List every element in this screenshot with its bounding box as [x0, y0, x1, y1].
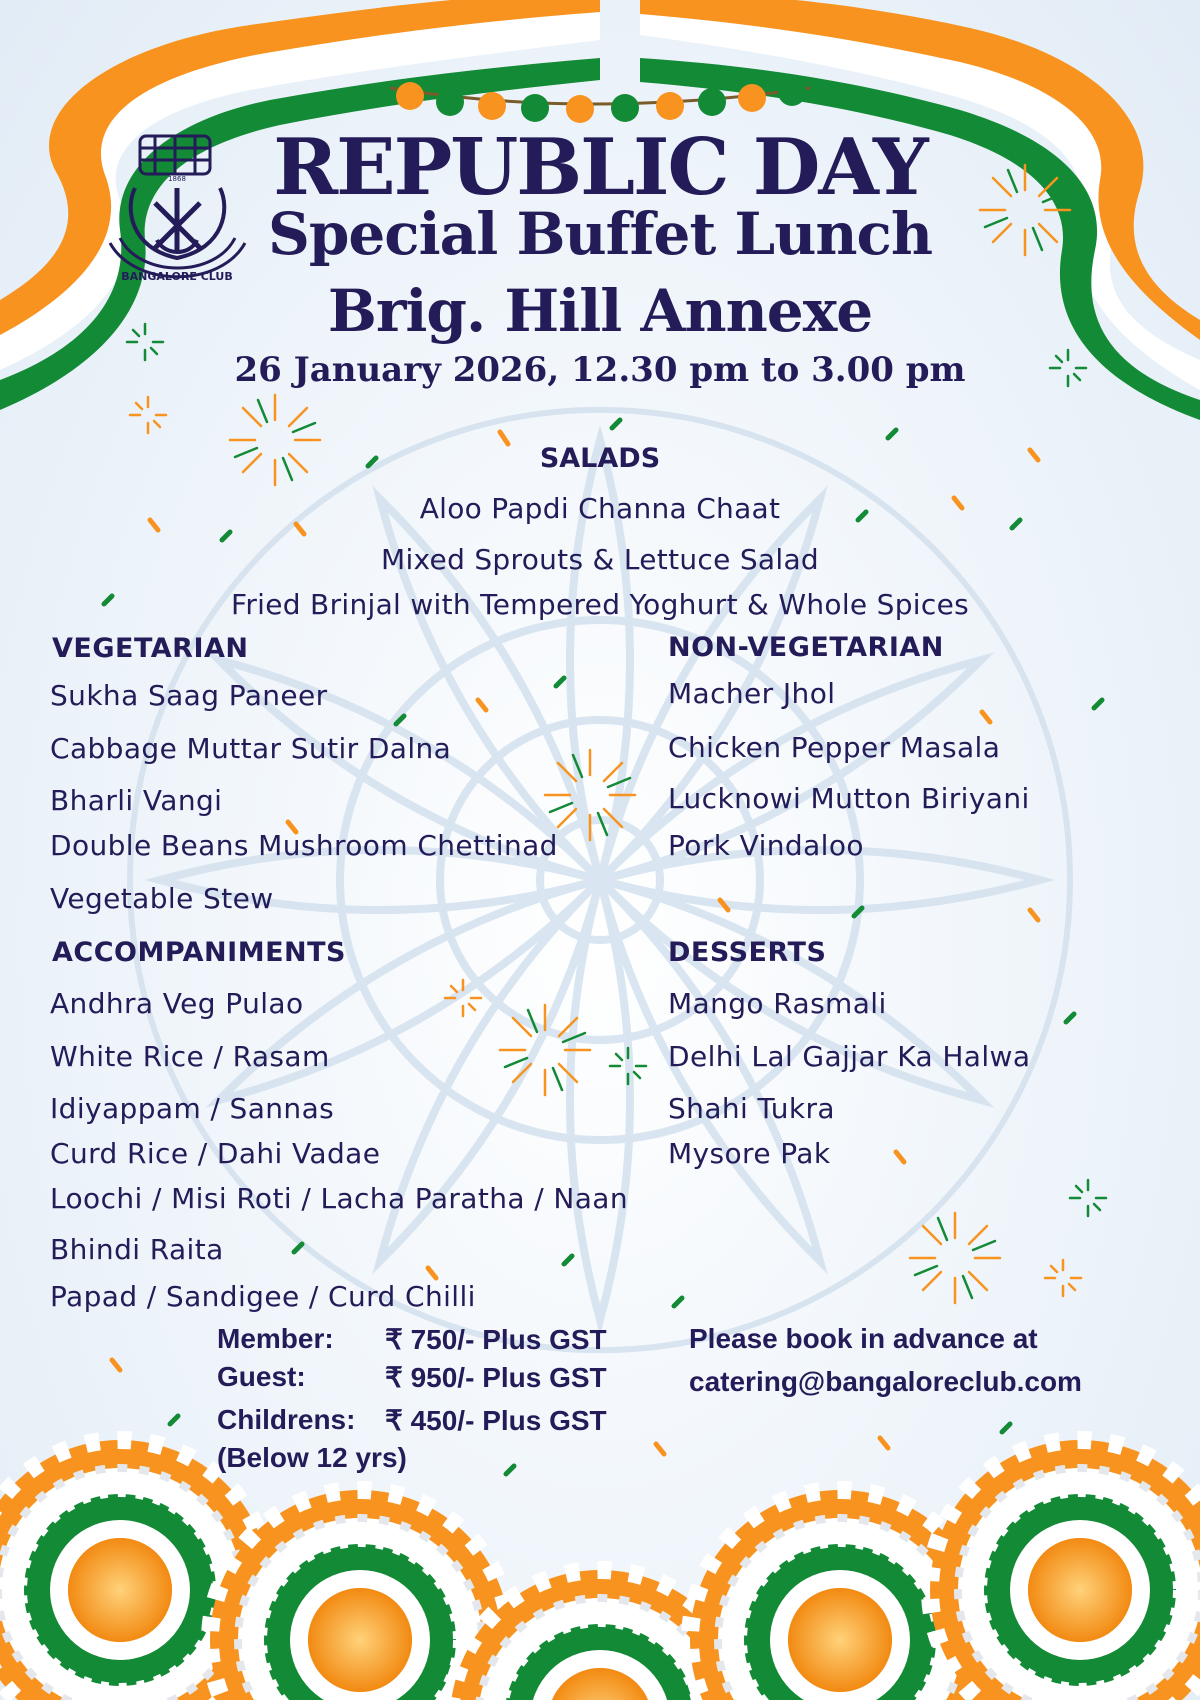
vegetarian-item: Vegetable Stew [50, 882, 274, 915]
salad-item: Fried Brinjal with Tempered Yoghurt & Whole Spices [231, 588, 969, 621]
booking-email-link[interactable]: catering@bangaloreclub.com [689, 1366, 1082, 1397]
non-vegetarian-item: Lucknowi Mutton Biriyani [668, 782, 1030, 815]
accompaniment-item: Loochi / Misi Roti / Lacha Paratha / Naan [50, 1182, 628, 1215]
booking-note: Please book in advance at [689, 1323, 1038, 1354]
non-vegetarian-heading: NON-VEGETARIAN [668, 632, 944, 663]
non-vegetarian-item: Macher Jhol [668, 677, 836, 710]
accompaniment-item: Papad / Sandigee / Curd Chilli [50, 1280, 476, 1313]
vegetarian-item: Bharli Vangi [50, 784, 223, 817]
member-label: Member: [217, 1323, 334, 1354]
page-title: REPUBLIC DAY [273, 122, 927, 213]
guest-label: Guest: [217, 1361, 306, 1392]
non-vegetarian-item: Pork Vindaloo [668, 829, 864, 862]
children-label: Childrens: [217, 1404, 356, 1435]
vegetarian-item: Sukha Saag Paneer [50, 679, 328, 712]
accompaniment-item: Curd Rice / Dahi Vadae [50, 1137, 381, 1170]
dessert-item: Shahi Tukra [668, 1092, 835, 1125]
accompaniments-heading: ACCOMPANIMENTS [52, 937, 346, 968]
page-subtitle: Special Buffet Lunch [267, 200, 933, 268]
vegetarian-item: Cabbage Muttar Sutir Dalna [50, 732, 452, 765]
salad-item: Aloo Papdi Channa Chaat [419, 492, 781, 525]
non-vegetarian-item: Chicken Pepper Masala [668, 731, 1001, 764]
dessert-item: Delhi Lal Gajjar Ka Halwa [668, 1040, 1031, 1073]
accompaniment-item: White Rice / Rasam [50, 1040, 330, 1073]
accompaniment-item: Idiyappam / Sannas [50, 1092, 335, 1125]
club-name: BANGALORE CLUB [121, 270, 233, 283]
vegetarian-item: Double Beans Mushroom Chettinad [50, 829, 558, 862]
dessert-item: Mango Rasmali [668, 987, 887, 1020]
accompaniment-item: Bhindi Raita [50, 1233, 224, 1266]
guest-price: ₹ 950/- Plus GST [385, 1362, 607, 1393]
accompaniment-item: Andhra Veg Pulao [50, 987, 304, 1020]
member-price: ₹ 750/- Plus GST [385, 1324, 607, 1355]
salad-item: Mixed Sprouts & Lettuce Salad [381, 543, 819, 576]
dessert-item: Mysore Pak [668, 1137, 831, 1170]
club-year: 1868 [168, 175, 186, 183]
vegetarian-heading: VEGETARIAN [52, 633, 249, 664]
children-age-note: (Below 12 yrs) [217, 1442, 407, 1473]
event-date-time: 26 January 2026, 12.30 pm to 3.00 pm [234, 350, 966, 390]
salads-heading: SALADS [539, 443, 661, 474]
venue-title: Brig. Hill Annexe [327, 277, 873, 345]
desserts-heading: DESSERTS [668, 937, 827, 968]
children-price: ₹ 450/- Plus GST [385, 1405, 607, 1436]
